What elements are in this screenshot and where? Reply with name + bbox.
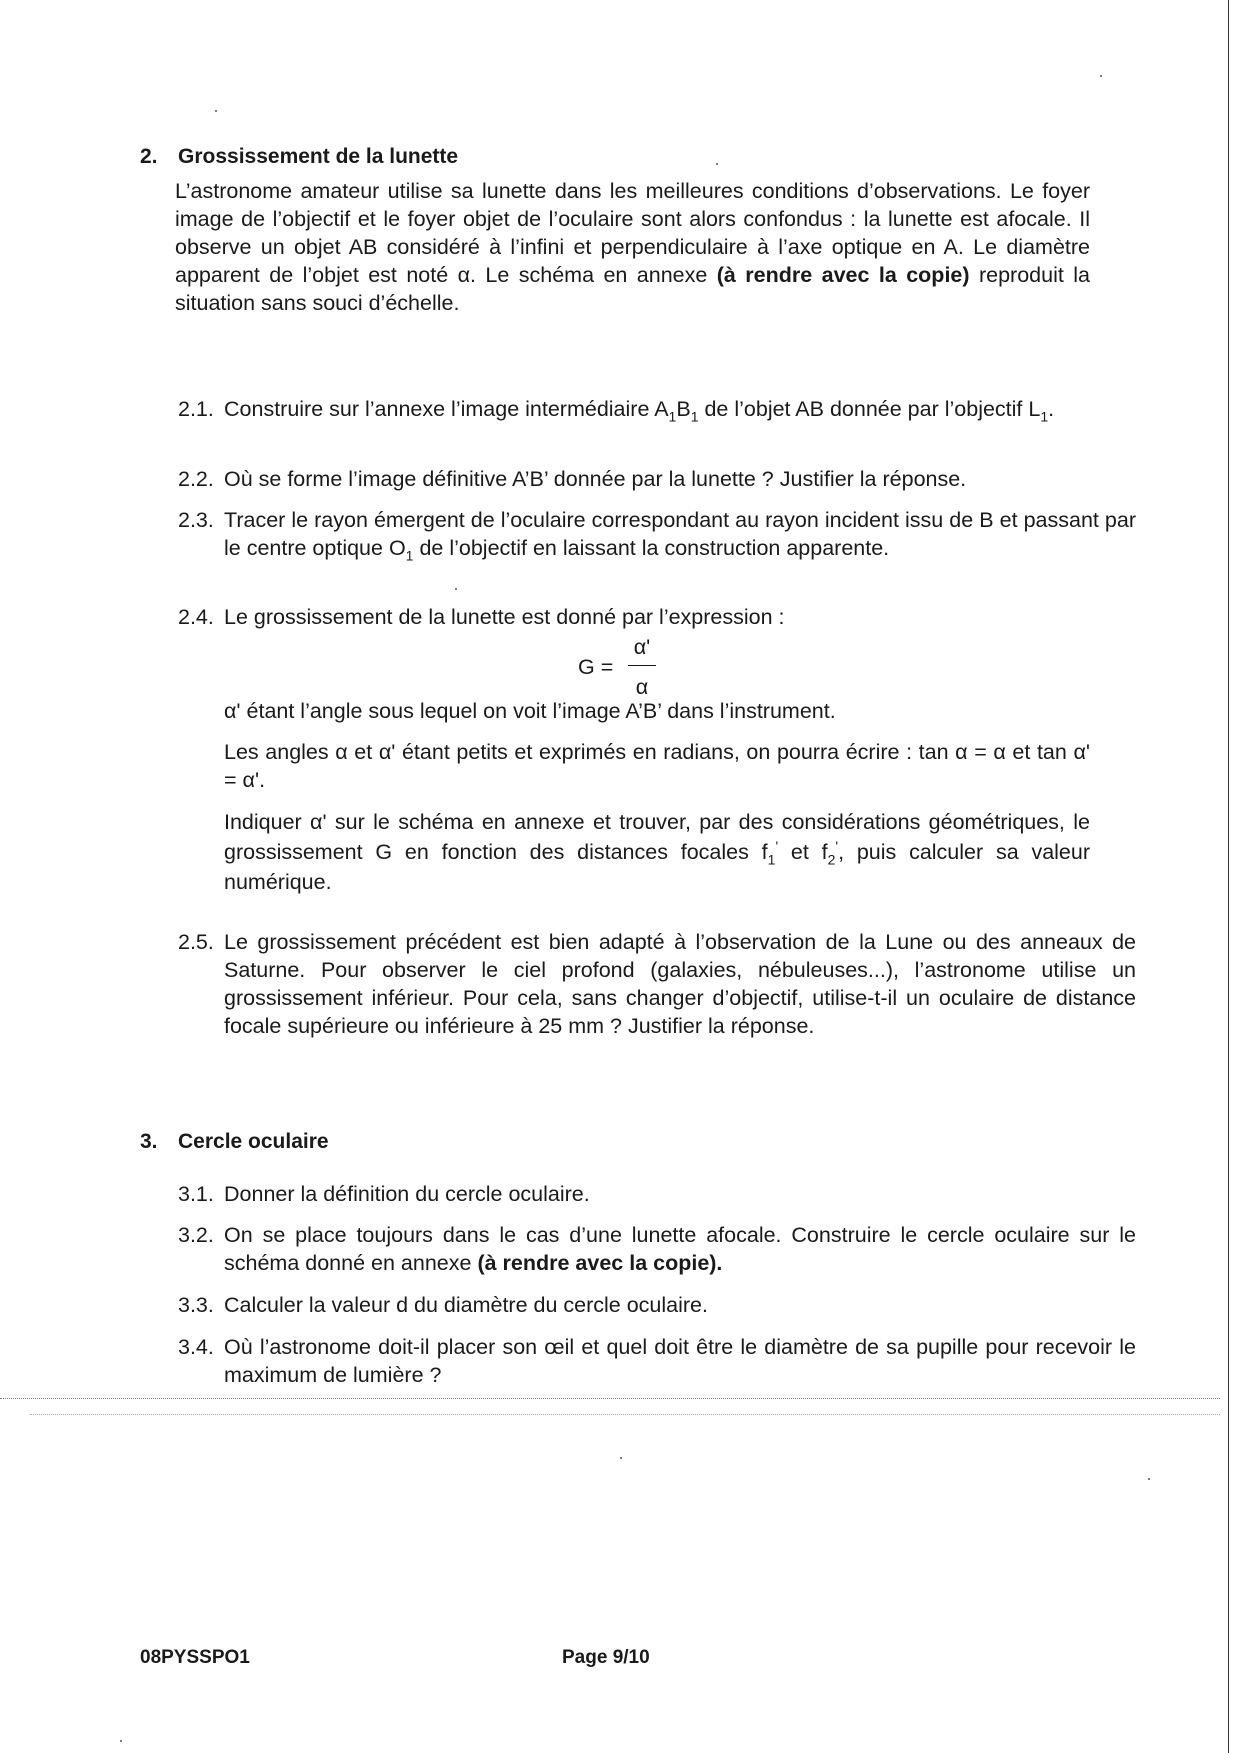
section-3-heading (140, 1128, 329, 1156)
section-3-title: Cercle oculaire (178, 1130, 329, 1153)
question-2-5: 2.5. Le grossissement précédent est bien adapté à l’observation de la Lune ou des anneaux de Saturne. Pour observer le ciel profond (galaxies, nébuleuses...), l’astronome utilise un grossissement inférieur. Pour cela, sans changer d’objectif, utilise-t-il un oculaire de distance focale supérieure ou inférieure à 25 mm ? Justifier la réponse. (178, 930, 1136, 1038)
scan-speck (215, 110, 217, 112)
scan-speck (455, 588, 457, 590)
scan-dotted-line (30, 1414, 1220, 1415)
section-3-number: 3. (140, 1130, 158, 1153)
scan-edge-line (1228, 0, 1229, 1753)
question-3-2: 3.2. On se place toujours dans le cas d’une lunette afocale. Construire le cercle oculaire sur le schéma donné en annexe (à rendre avec la copie). (178, 1223, 1136, 1275)
formula-numerator: α' (633, 635, 651, 659)
question-2-3: 2.3. Tracer le rayon émergent de l’oculaire correspondant au rayon incident issu de B et passant par le centre optique $O_1$ de l’objectif en laissant la construction apparente. (178, 508, 1136, 564)
question-2-2: 2.2. Où se forme l’image définitive A’B’ donnée par la lunette ? Justifier la réponse. (178, 467, 967, 491)
formula-lhs: G = (578, 655, 614, 679)
magnification-formula (570, 633, 690, 703)
annex-note: (à rendre avec la copie) (716, 263, 970, 287)
question-3-4: 3.4. Où l’astronome doit-il placer son œil et quel doit être le diamètre de sa pupille pour recevoir le maximum de lumière ? (178, 1335, 1136, 1387)
question-2-4-alpha-def: α' étant l’angle sous lequel on voit l’image A’B’ dans l’instrument. (224, 699, 836, 723)
footer-page-number: Page 9/10 (562, 1647, 650, 1668)
question-3-1: 3.1. Donner la définition du cercle oculaire. (178, 1182, 590, 1206)
question-2-1: 2.1. Construire sur l’annexe l’image intermédiaire $A_1B_1$ de l’objet AB donnée par l’objectif $L_1$. (178, 397, 1055, 425)
section-2-intro: L’astronome amateur utilise sa lunette dans les meilleures conditions d’observations. Le foyer image de l’objectif et le foyer objet de l’oculaire sont alors confondus : la lunette est afocale. Il observe un objet AB considéré à l’infini et perpendiculaire à l’axe optique en A. Le diamètre apparent de l’objet est noté α. Le schéma en annexe (à rendre avec la copie) reproduit la situation sans souci d’échelle. (175, 179, 1090, 315)
formula-denominator: α (635, 675, 649, 699)
scan-speck (1100, 75, 1102, 77)
scan-speck (716, 163, 718, 165)
section-2-heading (140, 143, 458, 171)
question-2-4: 2.4. Le grossissement de la lunette est donné par l’expression : (178, 605, 785, 629)
scan-dotted-line (0, 1398, 1220, 1399)
section-2-number: 2. (140, 145, 158, 168)
section-2-title: Grossissement de la lunette (178, 145, 459, 168)
question-3-3: 3.3. Calculer la valeur d du diamètre du cercle oculaire. (178, 1293, 708, 1317)
fraction-bar (628, 665, 656, 666)
scan-speck (120, 1740, 122, 1742)
scan-speck (620, 1457, 622, 1459)
footer-exam-code: 08PYSSPO1 (140, 1647, 250, 1668)
scan-speck (1148, 1478, 1150, 1480)
annex-note-2: (à rendre avec la copie). (477, 1251, 723, 1275)
question-2-4-small-angles: Les angles α et α' étant petits et exprimés en radians, on pourra écrire : tan α = α et tan α' = α'. (224, 740, 1090, 792)
question-2-4-task: Indiquer α' sur le schéma en annexe et trouver, par des considérations géométriques, le grossissement G en fonction des distances focales $f_1'$ et $f_2'$, puis calculer sa valeur numérique. (224, 810, 1090, 894)
